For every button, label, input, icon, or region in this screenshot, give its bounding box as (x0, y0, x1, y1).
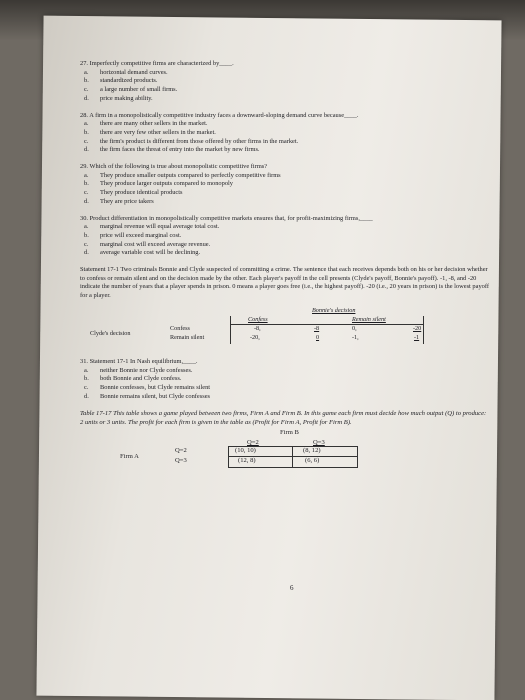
firm-a-label: Firm A (120, 453, 139, 461)
option-a: a. horizontal demand curves. (84, 68, 168, 76)
payoff-matrix (80, 307, 490, 352)
option-a: a. marginal revenue will equal average total cost. (84, 223, 220, 231)
row-q3: Q=3 (175, 457, 187, 465)
cell: 0 (316, 333, 320, 341)
question-stem: 29. Which of the following is true about monopolistic competitive firms? (80, 163, 268, 171)
cell: 0, (352, 324, 357, 332)
option-d: d. the firm faces the threat of entry into the market by new firms. (84, 146, 260, 154)
option-c: c. a large number of small firms. (84, 86, 178, 94)
cell: -20 (413, 324, 422, 332)
option-a: a. They produce smaller outputs compared to perfectly competitive firms (84, 171, 281, 179)
cell: -8 (314, 324, 320, 332)
col-confess: Confess (248, 315, 268, 323)
question-30 (80, 215, 490, 259)
option-b: b. price will exceed marginal cost. (84, 231, 182, 239)
option-c: c. the firm's product is different from those offered by other firms in the market. (84, 137, 299, 145)
cell: (6, 6) (305, 457, 320, 465)
option-a: a. neither Bonnie nor Clyde confesses. (84, 366, 193, 374)
cell: -20, (250, 333, 260, 341)
row-confess: Confess (170, 324, 190, 332)
option-b: b. They produce larger outputs compared to monopoly (84, 180, 233, 188)
option-d: d. average variable cost will be declining. (84, 249, 201, 257)
question-stem: 31. Statement 17-1 In Nash equilibrium,____. (80, 357, 198, 365)
option-b: b. there are very few other sellers in the market. (84, 128, 216, 136)
option-d: d. Bonnie remains silent, but Clyde confesses (84, 392, 211, 400)
col-silent: Remain silent (352, 315, 386, 323)
question-29 (80, 163, 490, 207)
clyde-label: Clyde's decision (90, 329, 131, 337)
option-b: b. both Bonnie and Clyde confess. (84, 375, 182, 383)
col-q2: Q=2 (247, 439, 259, 447)
document-content (80, 60, 490, 477)
option-b: b. standardized products. (84, 77, 158, 85)
cell: -1 (414, 333, 420, 341)
question-stem: 28. A firm in a monopolistically competitive industry faces a downward-sloping demand curve because____. (80, 111, 359, 119)
page-number: 6 (290, 584, 294, 592)
cell: -1, (352, 333, 359, 341)
question-stem: 27. Imperfectly competitive firms are characterized by____. (80, 60, 234, 67)
table-17-17 (80, 427, 490, 477)
question-31 (80, 358, 490, 402)
option-c: c. marginal cost will exceed average revenue. (84, 240, 211, 248)
row-q2: Q=2 (175, 447, 187, 455)
question-28 (80, 112, 490, 156)
firm-b-label: Firm B (280, 429, 299, 437)
option-d: d. price making ability. (84, 94, 153, 102)
bonnie-label: Bonnie's decision (312, 306, 356, 314)
question-stem: 30. Product differentiation in monopolistically competitive markets ensures that, for profit-maximizing firms,____ (80, 214, 373, 222)
cell: -8, (254, 324, 261, 332)
cell: (12, 8) (238, 457, 256, 465)
table-17-17-caption: Table 17-17 This table shows a game played between two firms, Firm A and Firm B. In this game each firm must decide how much output (Q) to produce: 2 units or 3 units. The profit for each firm is given in the table as (Profit for Firm A, Profit for Firm B). (80, 410, 487, 427)
option-d: d. They are price takers (84, 197, 154, 205)
col-q3: Q=3 (313, 439, 325, 447)
statement-17-1: Statement 17-1 Two criminals Bonnie and Clyde suspected of committing a crime. The sentence that each receives depends both on his or her decision whether to confess or remain silent and on the decision made by the other. Each player's payoff in the cell presents (Clyde's payoff, Bonnie's payoff). -1, -8, and -20 indicate the number of years that a player spends in prison. 0 means a player goes free (i.e., the highest payoff). -20 (i.e., 20 years in prison) is the lowest payoff for a player. (80, 266, 489, 300)
row-silent: Remain silent (170, 333, 205, 341)
option-a: a. there are many other sellers in the market. (84, 120, 208, 128)
question-27 (80, 60, 490, 104)
cell: (10, 10) (235, 447, 256, 455)
cell: (8, 12) (303, 447, 321, 455)
divider (423, 316, 424, 344)
option-c: c. Bonnie confesses, but Clyde remains silent (84, 383, 211, 391)
divider (230, 316, 231, 344)
option-c: c. They produce identical products (84, 189, 183, 197)
